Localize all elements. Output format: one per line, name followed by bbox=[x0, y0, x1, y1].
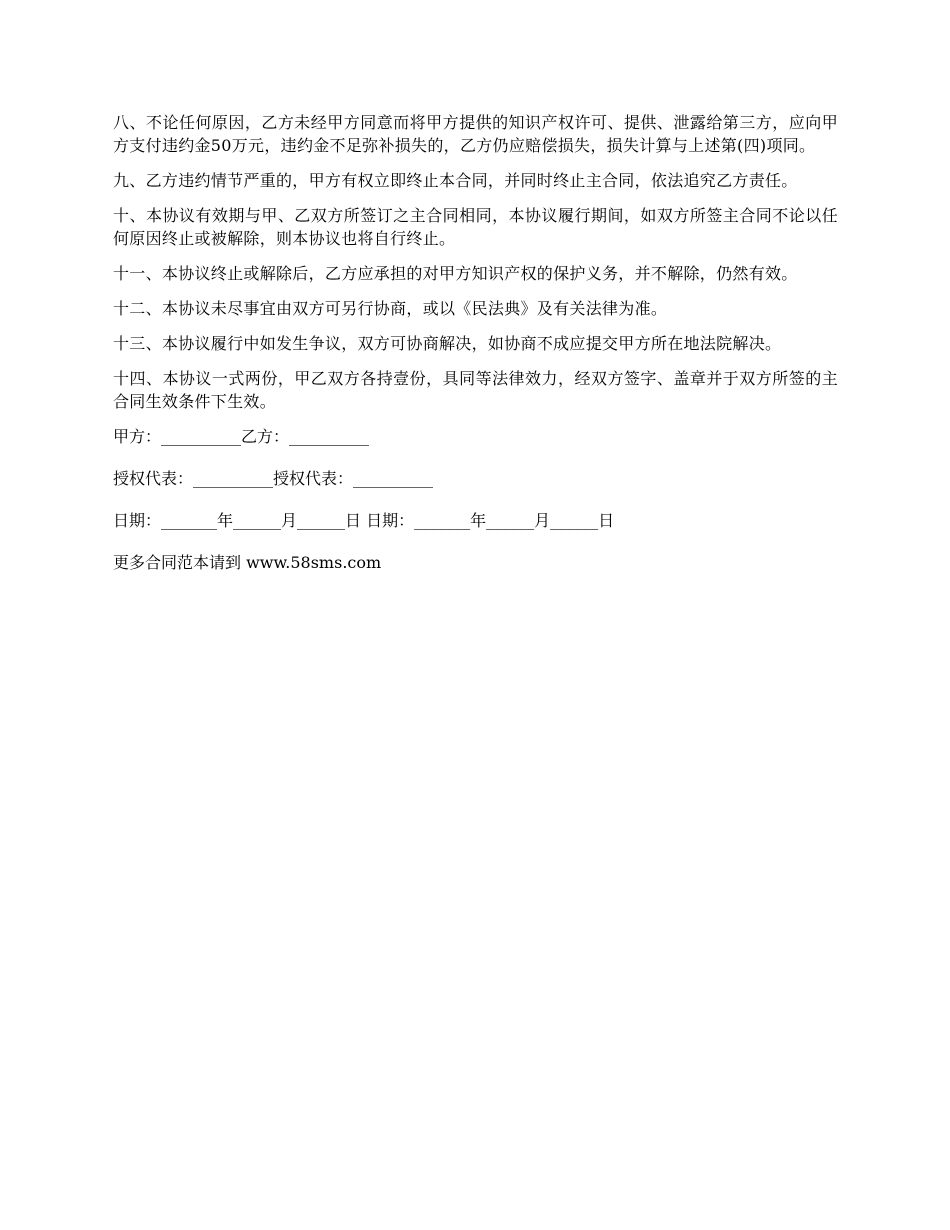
clause-11: 十一、本协议终止或解除后，乙方应承担的对甲方知识产权的保护义务，并不解除，仍然有效。 bbox=[113, 264, 798, 283]
clause-9: 九、乙方违约情节严重的，甲方有权立即终止本合同，并同时终止主合同，依法追究乙方责任。 bbox=[113, 171, 798, 190]
signature-dates-line: 日期：_______年______月______日 日期：_______年______月______日 bbox=[113, 511, 615, 530]
clause-13: 十三、本协议履行中如发生争议，双方可协商解决，如协商不成应提交甲方所在地法院解决。 bbox=[113, 334, 782, 353]
clause-10: 十、本协议有效期与甲、乙双方所签订之主合同相同，本协议履行期间，如双方所签主合同不论以任何原因终止或被解除，则本协议也将自行终止。 bbox=[113, 206, 838, 248]
clause-8: 八、不论任何原因，乙方未经甲方同意而将甲方提供的知识产权许可、提供、泄露给第三方，应向甲方支付违约金50万元，违约金不足弥补损失的，乙方仍应赔偿损失，损失计算与上述第(四)项同。 bbox=[113, 113, 838, 155]
footer-note: 更多合同范本请到 www.58sms.com bbox=[113, 553, 382, 572]
signature-representatives-line: 授权代表：__________授权代表：__________ bbox=[113, 469, 434, 488]
signature-parties-line: 甲方：__________乙方：__________ bbox=[113, 427, 370, 446]
clause-12: 十二、本协议未尽事宜由双方可另行协商，或以《民法典》及有关法律为准。 bbox=[113, 299, 668, 318]
clause-14: 十四、本协议一式两份，甲乙双方各持壹份，具同等法律效力，经双方签字、盖章并于双方所签的主合同生效条件下生效。 bbox=[113, 369, 838, 411]
